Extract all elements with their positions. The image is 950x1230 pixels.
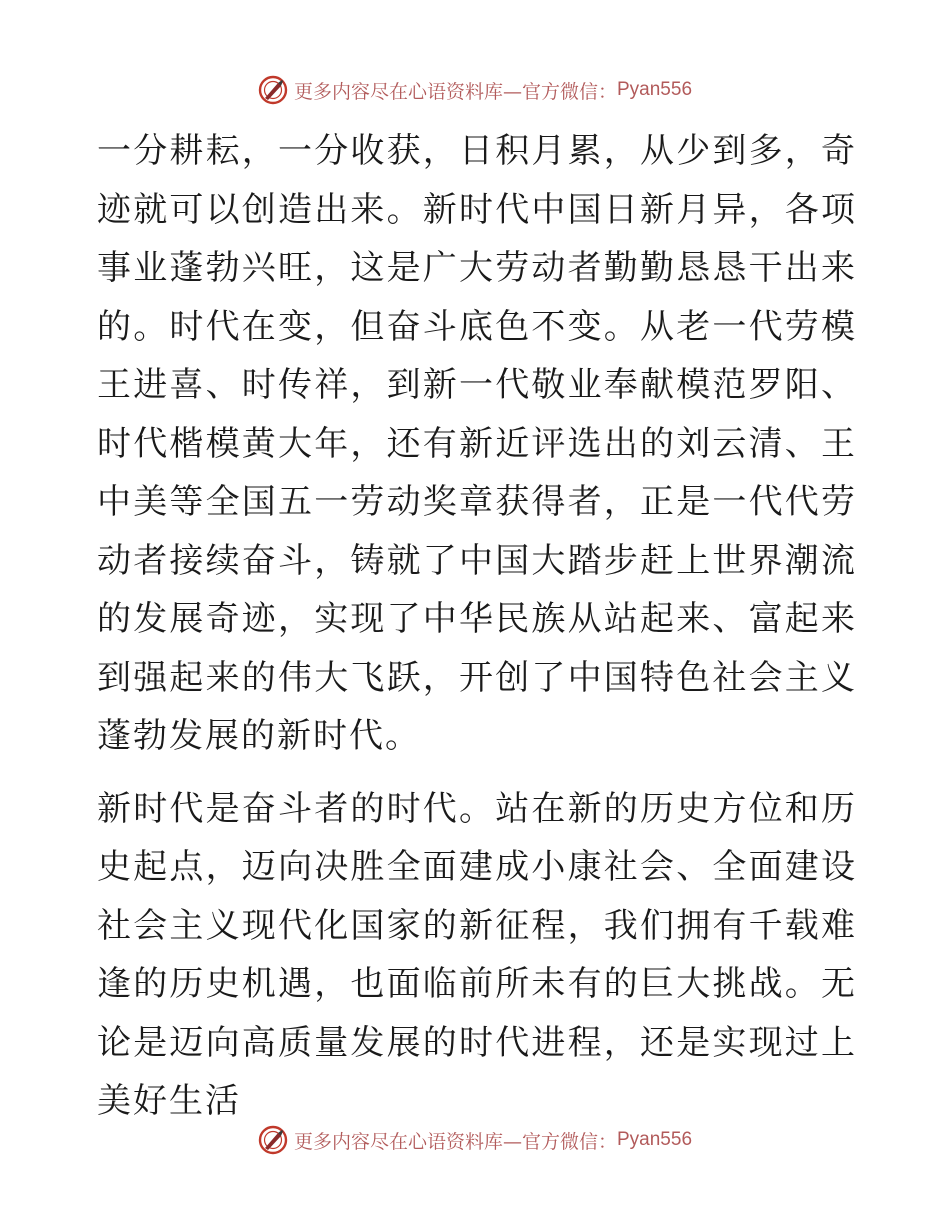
pen-nib-logo-icon [258, 75, 288, 105]
document-body [97, 122, 857, 1131]
banner-brand-text: 更多内容尽在心语资料库—官方微信： [293, 1130, 617, 1153]
banner-wechat-id: Pyan556 [617, 79, 693, 100]
header-banner [0, 72, 950, 108]
banner-brand-text: 更多内容尽在心语资料库—官方微信： [293, 80, 617, 103]
banner-wechat-id: Pyan556 [617, 1129, 693, 1150]
paragraph-1: 一分耕耘，一分收获，日积月累，从少到多，奇迹就可以创造出来。新时代中国日新月异，各项事业蓬勃兴旺，这是广大劳动者勤勤恳恳干出来的。时代在变，但奋斗底色不变。从老一代劳模王进喜、时传祥，到新一代敬业奉献模范罗阳、时代楷模黄大年，还有新近评选出的刘云清、王中美等全国五一劳动奖章获得者，正是一代代劳动者接续奋斗，铸就了中国大踏步赶上世界潮流的发展奇迹，实现了中华民族从站起来、富起来到强起来的伟大飞跃，开创了中国特色社会主义蓬勃发展的新时代。 [97, 131, 857, 756]
paragraph-2: 新时代是奋斗者的时代。站在新的历史方位和历史起点，迈向决胜全面建成小康社会、全面建设社会主义现代化国家的新征程，我们拥有千载难逢的历史机遇，也面临前所未有的巨大挑战。无论是迈向高质量发展的时代进程，还是实现过上美好生活 [97, 788, 857, 1121]
pen-nib-logo-icon [258, 1125, 288, 1155]
footer-banner [0, 1122, 950, 1158]
